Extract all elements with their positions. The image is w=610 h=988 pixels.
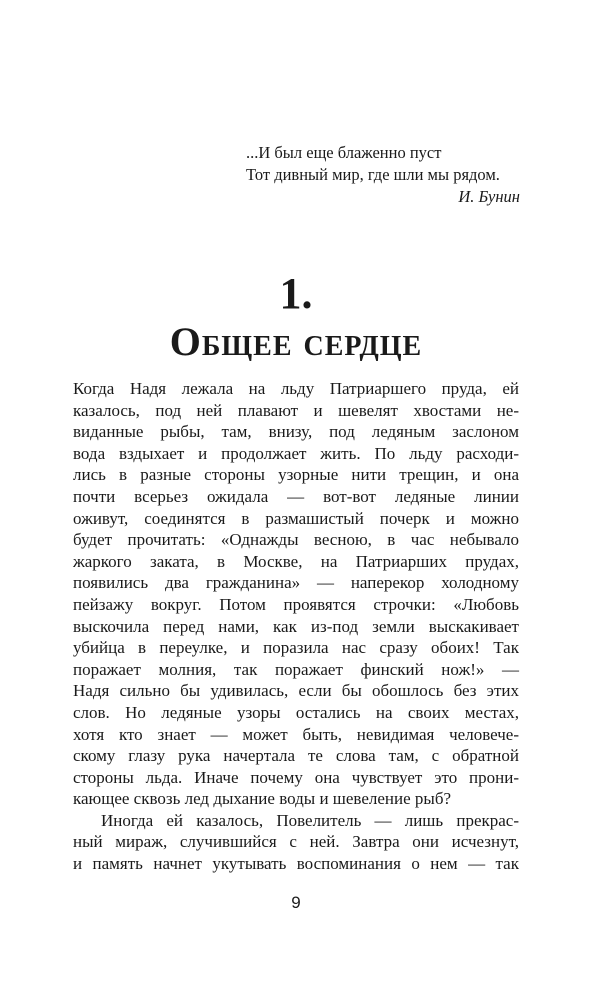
text-line: лись в разные стороны узорные нити трещин, и она: [73, 465, 519, 485]
text-line: Иногда ей казалось, Повелитель — лишь прекрас-: [101, 810, 519, 830]
text-line: поражает молния, так поражает финский нож!» —: [73, 659, 519, 679]
epigraph-line: Тот дивный мир, где шли мы рядом.: [246, 165, 500, 184]
page-number: 9: [291, 893, 301, 912]
text-line: почти всерьез ожидала — вот-вот ледяные линии: [73, 486, 519, 506]
text-line: и память начнет укутывать воспоминания о нем — так: [73, 854, 519, 874]
text-line: оживут, соединятся в размашистый почерк и можно: [73, 508, 519, 528]
text-line: стороны льда. Иначе почему она чувствует это прони-: [73, 767, 519, 787]
text-line: выскочила перед нами, как из-под земли выскакивает: [73, 616, 519, 636]
text-line: скому глазу рука начертала те слова там, с обратной: [73, 746, 519, 766]
body-text: [73, 378, 519, 875]
epigraph-line: ...И был еще блаженно пуст: [246, 143, 442, 162]
text-line: пейзажу вокруг. Потом проявятся строчки: «Любовь: [73, 594, 519, 614]
epigraph-author: И. Бунин: [458, 187, 520, 206]
text-line: кающее сквозь лед дыхание воды и шевеление рыб?: [73, 789, 452, 809]
text-line: слов. Но ледяные узоры остались на своих местах,: [73, 702, 519, 722]
text-line: вода вздыхает и продолжает жить. По льду расходи-: [73, 443, 519, 463]
chapter-number: 1.: [279, 269, 313, 318]
text-line: Когда Надя лежала на льду Патриаршего пруда, ей: [73, 379, 519, 398]
text-line: казалось, под ней плавают и шевелят хвостами не-: [73, 400, 519, 420]
text-line: ный мираж, случившийся с ней. Завтра они исчезнут,: [73, 832, 519, 852]
text-line: Надя сильно бы удивилась, если бы обошлось без этих: [73, 681, 519, 701]
text-line: появились два гражданина» — наперекор холодному: [73, 573, 519, 593]
text-line: хотя кто знает — может быть, невидимая человече-: [73, 724, 519, 744]
chapter-title: Общее сердце: [169, 319, 423, 364]
text-line: убийца в переулке, и поразила нас сразу обоих! Так: [73, 638, 519, 658]
text-line: будет прочитать: «Однажды весною, в час небывало: [73, 530, 519, 550]
epigraph: [246, 142, 536, 208]
text-line: виданные рыбы, там, внизу, под ледяным заслоном: [73, 422, 519, 442]
text-line: жаркого заката, в Москве, на Патриарших прудах,: [73, 551, 519, 571]
